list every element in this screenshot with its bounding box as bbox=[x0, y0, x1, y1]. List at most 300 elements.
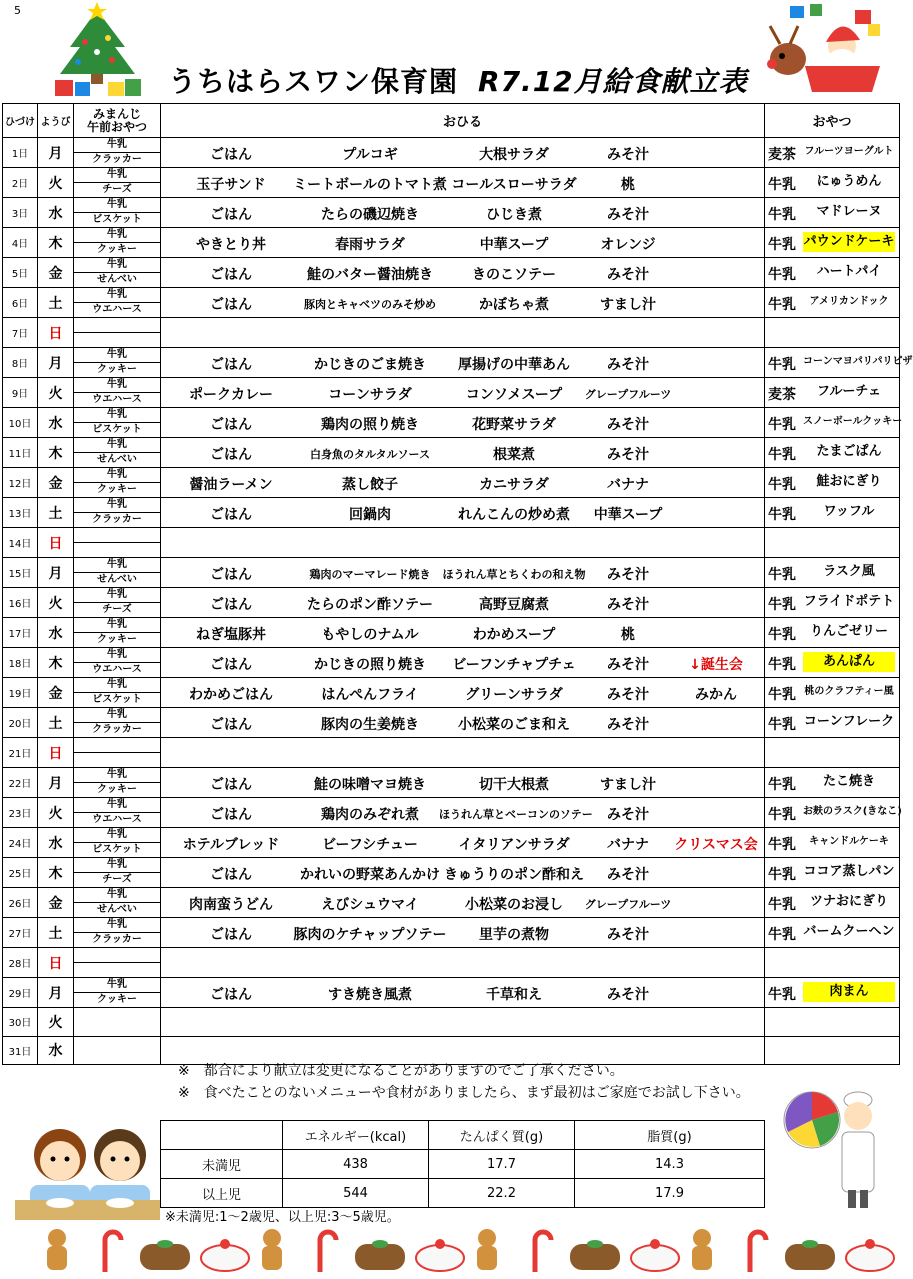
date-cell: 29日 bbox=[3, 978, 38, 1008]
date-cell: 2日 bbox=[3, 168, 38, 198]
morning-snack: ビスケット bbox=[92, 694, 142, 705]
weekday-cell: 金 bbox=[38, 678, 74, 708]
morning-snack: せんべい bbox=[97, 904, 137, 915]
nutrition-value: 17.7 bbox=[429, 1150, 575, 1179]
lunch-item: はんぺんフライ bbox=[321, 687, 419, 703]
lunch-item: コンソメスープ bbox=[465, 387, 563, 403]
menu-row bbox=[3, 528, 900, 558]
lunch-item: ↓誕生会 bbox=[689, 657, 743, 673]
morning-snack: ウエハース bbox=[92, 304, 142, 315]
menu-row bbox=[3, 978, 900, 1008]
afternoon-snack-cell bbox=[765, 768, 900, 798]
afternoon-drink: 牛乳 bbox=[768, 897, 796, 913]
date-cell: 4日 bbox=[3, 228, 38, 258]
lunch-item: グレープフルーツ bbox=[584, 388, 672, 401]
header-morning-snack: みまんじ 午前おやつ bbox=[74, 104, 161, 138]
menu-row bbox=[3, 408, 900, 438]
morning-drink: 牛乳 bbox=[74, 978, 160, 993]
lunch-cell bbox=[161, 738, 765, 768]
lunch-item: ビーフンチャプチェ bbox=[452, 657, 576, 673]
weekday-cell: 火 bbox=[38, 1008, 74, 1037]
lunch-item: みそ汁 bbox=[607, 447, 649, 463]
date-cell: 11日 bbox=[3, 438, 38, 468]
nutrition-row-label: 以上児 bbox=[161, 1179, 283, 1208]
nutrition-value: 438 bbox=[283, 1150, 429, 1179]
weekday-cell: 日 bbox=[38, 738, 74, 768]
lunch-item: バナナ bbox=[607, 477, 649, 493]
nutritionist-icon bbox=[780, 1080, 890, 1215]
lunch-cell bbox=[161, 198, 765, 228]
morning-snack-cell bbox=[74, 228, 161, 258]
afternoon-drink: 牛乳 bbox=[768, 927, 796, 943]
lunch-item: 中華スープ bbox=[479, 237, 549, 253]
lunch-cell bbox=[161, 588, 765, 618]
weekday-cell: 土 bbox=[38, 918, 74, 948]
morning-snack-cell bbox=[74, 618, 161, 648]
afternoon-drink: 牛乳 bbox=[768, 477, 796, 493]
afternoon-drink: 牛乳 bbox=[768, 297, 796, 313]
date-cell: 24日 bbox=[3, 828, 38, 858]
afternoon-snack-cell bbox=[765, 348, 913, 378]
afternoon-snack: キャンドルケーキ bbox=[809, 836, 889, 847]
afternoon-snack-cell bbox=[765, 678, 900, 708]
morning-snack-cell bbox=[74, 138, 161, 168]
morning-drink: 牛乳 bbox=[74, 888, 160, 903]
morning-snack-cell bbox=[74, 918, 161, 948]
lunch-item: 小松菜のお浸し bbox=[465, 897, 563, 913]
lunch-item: 豚肉のケチャップソテー bbox=[293, 927, 447, 943]
lunch-item: すまし汁 bbox=[600, 777, 656, 793]
weekday-cell: 木 bbox=[38, 648, 74, 678]
afternoon-snack: 鮭おにぎり bbox=[816, 474, 882, 489]
afternoon-snack: バームクーヘン bbox=[803, 924, 895, 939]
weekday-cell: 水 bbox=[38, 828, 74, 858]
date-cell: 9日 bbox=[3, 378, 38, 408]
lunch-item: ごはん bbox=[210, 297, 252, 313]
date-cell: 20日 bbox=[3, 708, 38, 738]
lunch-item: ごはん bbox=[210, 807, 252, 823]
santa-reindeer-icon bbox=[760, 4, 885, 99]
date-cell: 14日 bbox=[3, 528, 38, 558]
morning-drink: 牛乳 bbox=[74, 378, 160, 393]
morning-snack-cell bbox=[74, 798, 161, 828]
date-cell: 7日 bbox=[3, 318, 38, 348]
afternoon-drink: 牛乳 bbox=[768, 207, 796, 223]
lunch-item: すき焼き風煮 bbox=[328, 987, 412, 1003]
lunch-item: ひじき煮 bbox=[486, 207, 542, 223]
afternoon-drink: 牛乳 bbox=[768, 987, 796, 1003]
afternoon-drink: 牛乳 bbox=[768, 687, 796, 703]
lunch-item: バナナ bbox=[607, 837, 649, 853]
christmas-tree-icon bbox=[50, 2, 145, 102]
morning-drink: 牛乳 bbox=[74, 198, 160, 213]
lunch-item: 豚肉とキャベツのみそ炒め bbox=[304, 298, 436, 311]
nutrition-value: 14.3 bbox=[575, 1150, 765, 1179]
lunch-item: 鮭のバター醤油焼き bbox=[307, 267, 433, 283]
date-cell: 10日 bbox=[3, 408, 38, 438]
lunch-item: 里芋の煮物 bbox=[479, 927, 549, 943]
weekday-cell: 木 bbox=[38, 228, 74, 258]
morning-drink: 牛乳 bbox=[74, 138, 160, 153]
lunch-item: みそ汁 bbox=[607, 147, 649, 163]
children-eating-icon bbox=[15, 1115, 160, 1220]
afternoon-snack-cell bbox=[765, 438, 900, 468]
morning-drink: 牛乳 bbox=[74, 858, 160, 873]
weekday-cell: 月 bbox=[38, 348, 74, 378]
header-afternoon-snack: おやつ bbox=[765, 104, 900, 138]
morning-snack-cell bbox=[74, 678, 161, 708]
afternoon-snack-cell bbox=[765, 228, 900, 258]
afternoon-drink: 牛乳 bbox=[768, 627, 796, 643]
date-cell: 31日 bbox=[3, 1036, 38, 1065]
morning-drink: 牛乳 bbox=[74, 288, 160, 303]
afternoon-snack-cell bbox=[765, 1008, 900, 1037]
lunch-cell bbox=[161, 138, 765, 168]
afternoon-snack: マドレーヌ bbox=[816, 204, 882, 219]
afternoon-snack-cell bbox=[765, 618, 900, 648]
lunch-item: ごはん bbox=[210, 987, 252, 1003]
afternoon-snack: ココア蒸しパン bbox=[803, 864, 895, 879]
date-cell: 18日 bbox=[3, 648, 38, 678]
lunch-item: ごはん bbox=[210, 267, 252, 283]
afternoon-drink: 牛乳 bbox=[768, 807, 796, 823]
afternoon-snack-cell bbox=[765, 528, 900, 558]
lunch-item: ごはん bbox=[210, 567, 252, 583]
date-cell: 5日 bbox=[3, 258, 38, 288]
menu-row bbox=[3, 648, 900, 678]
lunch-item: みそ汁 bbox=[607, 417, 649, 433]
lunch-item: 白身魚のタルタルソース bbox=[309, 448, 430, 461]
lunch-cell bbox=[161, 918, 765, 948]
morning-snack: せんべい bbox=[97, 574, 137, 585]
morning-snack-cell bbox=[74, 978, 161, 1008]
morning-snack: クッキー bbox=[97, 994, 137, 1005]
morning-drink: 牛乳 bbox=[74, 558, 160, 573]
morning-snack-cell bbox=[74, 198, 161, 228]
afternoon-snack-cell bbox=[765, 708, 900, 738]
lunch-item: きのこソテー bbox=[472, 267, 556, 283]
afternoon-drink: 牛乳 bbox=[768, 657, 796, 673]
afternoon-snack: 桃のクラフティー風 bbox=[804, 686, 894, 697]
afternoon-snack: ワッフル bbox=[823, 504, 875, 519]
morning-snack: チーズ bbox=[102, 184, 132, 195]
date-cell: 3日 bbox=[3, 198, 38, 228]
afternoon-snack-cell bbox=[765, 168, 900, 198]
morning-drink: 牛乳 bbox=[74, 588, 160, 603]
lunch-item: みそ汁 bbox=[607, 687, 649, 703]
lunch-item: みそ汁 bbox=[607, 807, 649, 823]
lunch-cell bbox=[161, 978, 765, 1008]
morning-snack-cell bbox=[74, 528, 161, 558]
lunch-cell bbox=[161, 168, 765, 198]
lunch-cell bbox=[161, 348, 765, 378]
afternoon-snack-cell bbox=[765, 198, 900, 228]
date-cell: 8日 bbox=[3, 348, 38, 378]
date-cell: 16日 bbox=[3, 588, 38, 618]
morning-snack-cell bbox=[74, 288, 161, 318]
lunch-item: ねぎ塩豚丼 bbox=[196, 627, 266, 643]
menu-row bbox=[3, 198, 900, 228]
afternoon-snack: スノーボールクッキー bbox=[803, 416, 903, 427]
note-1: ※ 都合により献立は変更になることがありますのでご了承ください。 bbox=[178, 1063, 624, 1079]
afternoon-snack: ラスク風 bbox=[823, 564, 875, 579]
lunch-item: ほうれん草とベーコンのソテー bbox=[439, 808, 593, 821]
afternoon-snack-cell bbox=[765, 648, 900, 678]
lunch-item: カニサラダ bbox=[479, 477, 549, 493]
morning-snack-cell bbox=[74, 1036, 161, 1065]
date-cell: 13日 bbox=[3, 498, 38, 528]
nutrition-value: 22.2 bbox=[429, 1179, 575, 1208]
morning-snack: クッキー bbox=[97, 634, 137, 645]
lunch-item: 切干大根煮 bbox=[479, 777, 549, 793]
afternoon-drink: 牛乳 bbox=[768, 777, 796, 793]
lunch-item: 玉子サンド bbox=[196, 177, 266, 193]
lunch-item: 高野豆腐煮 bbox=[479, 597, 549, 613]
menu-row bbox=[3, 678, 900, 708]
date-cell: 6日 bbox=[3, 288, 38, 318]
afternoon-snack: フライドポテト bbox=[803, 594, 895, 609]
morning-snack: チーズ bbox=[102, 604, 132, 615]
lunch-item: ほうれん草とちくわの和え物 bbox=[442, 568, 586, 581]
afternoon-snack-cell bbox=[765, 828, 900, 858]
menu-row bbox=[3, 498, 900, 528]
morning-snack-cell bbox=[74, 738, 161, 768]
morning-snack-cell bbox=[74, 378, 161, 408]
lunch-item: ごはん bbox=[210, 357, 252, 373]
date-cell: 12日 bbox=[3, 468, 38, 498]
morning-drink: 牛乳 bbox=[74, 468, 160, 483]
header-lunch: おひる bbox=[161, 104, 765, 138]
lunch-item: かれいの野菜あんかけ bbox=[300, 867, 440, 883]
morning-snack: クッキー bbox=[97, 364, 137, 375]
nutrition-header-blank bbox=[161, 1121, 283, 1150]
morning-drink: 牛乳 bbox=[74, 648, 160, 663]
lunch-item: 桃 bbox=[621, 627, 635, 643]
menu-row bbox=[3, 618, 900, 648]
lunch-cell bbox=[161, 408, 765, 438]
lunch-item: 根菜煮 bbox=[493, 447, 535, 463]
footnote: ※未満児:1～2歳児、以上児:3～5歳児。 bbox=[165, 1210, 400, 1225]
date-cell: 27日 bbox=[3, 918, 38, 948]
afternoon-drink: 牛乳 bbox=[768, 597, 796, 613]
afternoon-drink: 牛乳 bbox=[768, 447, 796, 463]
lunch-item: 鶏肉のマーマレード焼き bbox=[309, 568, 431, 581]
lunch-item: ポークカレー bbox=[189, 387, 273, 403]
date-cell: 17日 bbox=[3, 618, 38, 648]
morning-snack-cell bbox=[74, 768, 161, 798]
afternoon-drink: 牛乳 bbox=[768, 267, 796, 283]
lunch-item: 蒸し餃子 bbox=[342, 477, 398, 493]
weekday-cell: 火 bbox=[38, 168, 74, 198]
date-cell: 19日 bbox=[3, 678, 38, 708]
lunch-cell bbox=[161, 318, 765, 348]
morning-drink: 牛乳 bbox=[74, 798, 160, 813]
lunch-item: ごはん bbox=[210, 597, 252, 613]
afternoon-snack: 肉まん bbox=[803, 982, 895, 1002]
afternoon-snack-cell bbox=[765, 738, 900, 768]
date-cell: 30日 bbox=[3, 1008, 38, 1037]
nutrition-header-energy: エネルギー(kcal) bbox=[283, 1121, 429, 1150]
afternoon-snack: アメリカンドック bbox=[809, 296, 889, 307]
afternoon-snack: コーンフレーク bbox=[803, 714, 895, 729]
date-cell: 15日 bbox=[3, 558, 38, 588]
morning-snack-cell bbox=[74, 888, 161, 918]
menu-row bbox=[3, 138, 900, 168]
morning-snack-cell bbox=[74, 1008, 161, 1037]
afternoon-snack: フルーチェ bbox=[816, 384, 882, 399]
lunch-cell bbox=[161, 228, 765, 258]
lunch-item: コールスローサラダ bbox=[451, 177, 577, 193]
menu-row bbox=[3, 228, 900, 258]
morning-drink: 牛乳 bbox=[74, 768, 160, 783]
menu-row bbox=[3, 468, 900, 498]
menu-row bbox=[3, 828, 900, 858]
lunch-item: みそ汁 bbox=[607, 717, 649, 733]
afternoon-snack-cell bbox=[765, 258, 900, 288]
lunch-item: グリーンサラダ bbox=[465, 687, 563, 703]
lunch-item: みそ汁 bbox=[607, 987, 649, 1003]
lunch-item: 豚肉の生姜焼き bbox=[321, 717, 419, 733]
menu-row bbox=[3, 918, 900, 948]
lunch-item: みそ汁 bbox=[607, 867, 649, 883]
afternoon-snack-cell bbox=[765, 318, 900, 348]
lunch-cell bbox=[161, 648, 765, 678]
weekday-cell: 月 bbox=[38, 768, 74, 798]
afternoon-snack-cell bbox=[765, 408, 903, 438]
morning-drink: 牛乳 bbox=[74, 618, 160, 633]
lunch-item: 大根サラダ bbox=[479, 147, 549, 163]
nutrition-row-label: 未満児 bbox=[161, 1150, 283, 1179]
weekday-cell: 土 bbox=[38, 288, 74, 318]
lunch-item: グレープフルーツ bbox=[584, 898, 672, 911]
weekday-cell: 木 bbox=[38, 858, 74, 888]
afternoon-snack: たこ焼き bbox=[822, 774, 875, 789]
morning-snack: ウエハース bbox=[92, 664, 142, 675]
weekday-cell: 日 bbox=[38, 318, 74, 348]
afternoon-snack: コーンマヨパリパリピザ bbox=[803, 356, 913, 367]
lunch-item: みそ汁 bbox=[607, 357, 649, 373]
afternoon-snack-cell bbox=[765, 498, 900, 528]
header-date: ひづけ bbox=[3, 104, 38, 138]
page-title: うちはらスワン保育園 R7.12月給食献立表 bbox=[168, 65, 748, 98]
afternoon-drink: 牛乳 bbox=[768, 357, 796, 373]
morning-snack-cell bbox=[74, 498, 161, 528]
afternoon-snack: にゅうめん bbox=[816, 174, 882, 189]
morning-drink: 牛乳 bbox=[74, 228, 160, 243]
lunch-cell bbox=[161, 288, 765, 318]
lunch-item: わかめごはん bbox=[189, 687, 273, 703]
afternoon-snack-cell bbox=[765, 1036, 900, 1065]
lunch-item: 回鍋肉 bbox=[349, 507, 391, 523]
afternoon-drink: 麦茶 bbox=[768, 147, 796, 163]
weekday-cell: 土 bbox=[38, 708, 74, 738]
morning-snack-cell bbox=[74, 858, 161, 888]
lunch-item: ごはん bbox=[210, 927, 252, 943]
afternoon-drink: 牛乳 bbox=[768, 237, 796, 253]
nutrition-table bbox=[160, 1120, 765, 1208]
weekday-cell: 火 bbox=[38, 378, 74, 408]
lunch-cell bbox=[161, 828, 765, 858]
lunch-item: もやしのナムル bbox=[321, 627, 419, 643]
lunch-item: クリスマス会 bbox=[674, 837, 758, 853]
nutrition-value: 17.9 bbox=[575, 1179, 765, 1208]
morning-snack-cell bbox=[74, 438, 161, 468]
lunch-item: ごはん bbox=[210, 777, 252, 793]
afternoon-snack: お麸のラスク(きなこ) bbox=[803, 806, 902, 817]
morning-snack-cell bbox=[74, 828, 161, 858]
afternoon-snack-cell bbox=[765, 948, 900, 978]
morning-snack: ビスケット bbox=[92, 844, 142, 855]
morning-snack: クラッカー bbox=[92, 154, 142, 165]
morning-snack-cell bbox=[74, 348, 161, 378]
date-cell: 21日 bbox=[3, 738, 38, 768]
afternoon-snack-cell bbox=[765, 588, 900, 618]
morning-drink: 牛乳 bbox=[74, 348, 160, 363]
lunch-item: ビーフシチュー bbox=[322, 837, 418, 853]
weekday-cell: 金 bbox=[38, 888, 74, 918]
afternoon-snack: ハートパイ bbox=[816, 264, 882, 279]
morning-snack: ウエハース bbox=[92, 814, 142, 825]
menu-row bbox=[3, 768, 900, 798]
afternoon-drink: 牛乳 bbox=[768, 177, 796, 193]
lunch-item: えびシュウマイ bbox=[321, 897, 419, 913]
morning-snack: クラッカー bbox=[92, 934, 142, 945]
lunch-item: ごはん bbox=[210, 147, 252, 163]
morning-snack-cell bbox=[74, 258, 161, 288]
weekday-cell: 水 bbox=[38, 1036, 74, 1065]
morning-drink: 牛乳 bbox=[74, 258, 160, 273]
lunch-cell bbox=[161, 618, 765, 648]
weekday-cell: 月 bbox=[38, 138, 74, 168]
lunch-cell bbox=[161, 948, 765, 978]
header-weekday: ようび bbox=[38, 104, 74, 138]
lunch-item: ホテルブレッド bbox=[182, 837, 280, 853]
menu-row bbox=[3, 258, 900, 288]
nutrition-value: 544 bbox=[283, 1179, 429, 1208]
menu-row bbox=[3, 798, 900, 828]
weekday-cell: 水 bbox=[38, 408, 74, 438]
note-2: ※ 食べたことのないメニューや食材がありましたら、まず最初はご家庭でお試し下さい。 bbox=[178, 1085, 750, 1101]
lunch-item: 花野菜サラダ bbox=[472, 417, 556, 433]
lunch-item: 春雨サラダ bbox=[335, 237, 405, 253]
lunch-item: オレンジ bbox=[600, 237, 656, 253]
lunch-item: 醤油ラーメン bbox=[189, 477, 273, 493]
morning-snack: せんべい bbox=[97, 274, 137, 285]
lunch-item: かじきのごま焼き bbox=[314, 357, 426, 373]
morning-drink: 牛乳 bbox=[74, 438, 160, 453]
lunch-cell bbox=[161, 258, 765, 288]
morning-snack: クッキー bbox=[97, 244, 137, 255]
lunch-item: みそ汁 bbox=[607, 207, 649, 223]
menu-row bbox=[3, 588, 900, 618]
lunch-item: みそ汁 bbox=[607, 567, 649, 583]
lunch-item: ミートボールのトマト煮 bbox=[293, 177, 447, 193]
lunch-item: みかん bbox=[695, 687, 737, 703]
afternoon-snack-cell bbox=[765, 798, 900, 828]
date-cell: 22日 bbox=[3, 768, 38, 798]
lunch-cell bbox=[161, 438, 765, 468]
afternoon-snack: りんごゼリー bbox=[809, 624, 888, 639]
lunch-item: 鮭の味噌マヨ焼き bbox=[314, 777, 426, 793]
lunch-cell bbox=[161, 768, 765, 798]
afternoon-drink: 牛乳 bbox=[768, 717, 796, 733]
afternoon-drink: 牛乳 bbox=[768, 867, 796, 883]
morning-snack: クラッカー bbox=[92, 514, 142, 525]
lunch-cell bbox=[161, 498, 765, 528]
lunch-cell bbox=[161, 858, 765, 888]
morning-snack: クッキー bbox=[97, 484, 137, 495]
weekday-cell: 火 bbox=[38, 588, 74, 618]
